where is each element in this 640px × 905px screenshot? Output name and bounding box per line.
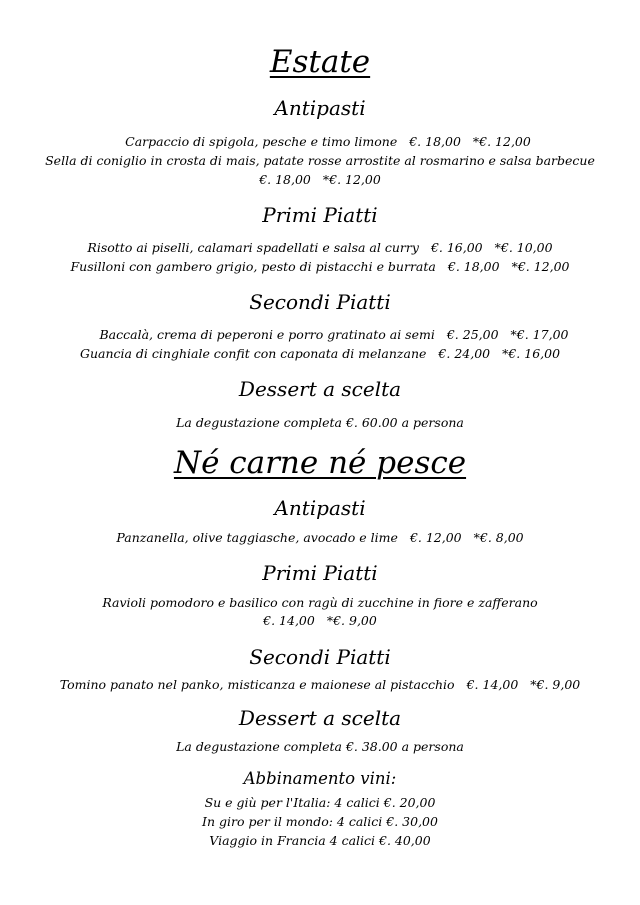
dish-alt-price: *€. 12,00 bbox=[511, 259, 570, 274]
wine-option: Su e giù per l'Italia: 4 calici €. 20,00 bbox=[204, 795, 436, 810]
dish-price: €. 18,00 bbox=[409, 134, 461, 149]
dish-name: Fusilloni con gambero grigio, pesto di pistacchi e burrata bbox=[70, 259, 436, 274]
section-heading-primi: Primi Piatti bbox=[262, 561, 378, 585]
dish-price: €. 18,00 bbox=[447, 259, 500, 274]
section-heading-dessert: Dessert a scelta bbox=[238, 706, 402, 730]
dish-alt-price: *€. 9,00 bbox=[326, 613, 377, 628]
dish-name: Carpaccio di spigola, pesche e timo limone bbox=[125, 134, 398, 149]
menu-item-prices bbox=[0, 613, 640, 628]
menu-item bbox=[0, 346, 640, 361]
dish-name: Sella di coniglio in crosta di mais, patate rosse arrostite al rosmarino e salsa barbecue bbox=[45, 153, 595, 168]
menu-item bbox=[0, 134, 640, 149]
dessert-note: La degustazione completa €. 38.00 a persona bbox=[176, 739, 464, 754]
dish-alt-price: *€. 12,00 bbox=[322, 172, 381, 187]
dessert-note: La degustazione completa €. 60.00 a persona bbox=[176, 415, 464, 430]
menu-title-estate: Estate bbox=[269, 44, 371, 80]
section-heading-secondi: Secondi Piatti bbox=[249, 645, 391, 669]
menu-item bbox=[0, 530, 640, 545]
menu-item bbox=[0, 677, 640, 692]
dish-alt-price: *€. 16,00 bbox=[502, 346, 561, 361]
dish-alt-price: *€. 9,00 bbox=[530, 677, 581, 692]
dish-price: €. 25,00 bbox=[446, 327, 499, 342]
dish-price: €. 14,00 bbox=[263, 613, 315, 628]
dish-name: Ravioli pomodoro e basilico con ragù di zucchine in fiore e zafferano bbox=[102, 595, 538, 610]
dish-price: €. 24,00 bbox=[438, 346, 491, 361]
dish-name: Risotto ai piselli, calamari spadellati e salsa al curry bbox=[87, 240, 419, 255]
section-heading-antipasti: Antipasti bbox=[274, 496, 366, 520]
dish-alt-price: *€. 17,00 bbox=[510, 327, 569, 342]
dish-price: €. 14,00 bbox=[466, 677, 519, 692]
menu-item bbox=[0, 327, 640, 342]
dish-name: Guancia di cinghiale confit con caponata di melanzane bbox=[79, 346, 427, 361]
dish-alt-price: *€. 12,00 bbox=[472, 134, 531, 149]
dish-alt-price: *€. 8,00 bbox=[473, 530, 524, 545]
dish-price: €. 16,00 bbox=[430, 240, 483, 255]
menu-item-prices bbox=[0, 172, 640, 187]
dish-price: €. 18,00 bbox=[259, 172, 311, 187]
section-heading-primi: Primi Piatti bbox=[262, 203, 378, 227]
section-heading-secondi: Secondi Piatti bbox=[249, 290, 391, 314]
dish-name: Panzanella, olive taggiasche, avocado e lime bbox=[116, 530, 398, 545]
menu-title-vegetariano: Né carne né pesce bbox=[173, 445, 467, 481]
menu-item bbox=[0, 240, 640, 255]
dish-price: €. 12,00 bbox=[409, 530, 462, 545]
wine-pairing-heading: Abbinamento vini: bbox=[243, 769, 397, 788]
menu-item bbox=[0, 259, 640, 274]
section-heading-dessert: Dessert a scelta bbox=[238, 377, 402, 401]
dish-alt-price: *€. 10,00 bbox=[494, 240, 553, 255]
wine-option: In giro per il mondo: 4 calici €. 30,00 bbox=[202, 814, 438, 829]
menu-item bbox=[0, 595, 640, 610]
dish-name: Tomino panato nel panko, misticanza e maionese al pistacchio bbox=[59, 677, 455, 692]
menu-item bbox=[0, 153, 640, 168]
wine-option: Viaggio in Francia 4 calici €. 40,00 bbox=[209, 833, 431, 848]
section-heading-antipasti: Antipasti bbox=[274, 96, 366, 120]
dish-name: Baccalà, crema di peperoni e porro gratinato ai semi bbox=[99, 327, 435, 342]
